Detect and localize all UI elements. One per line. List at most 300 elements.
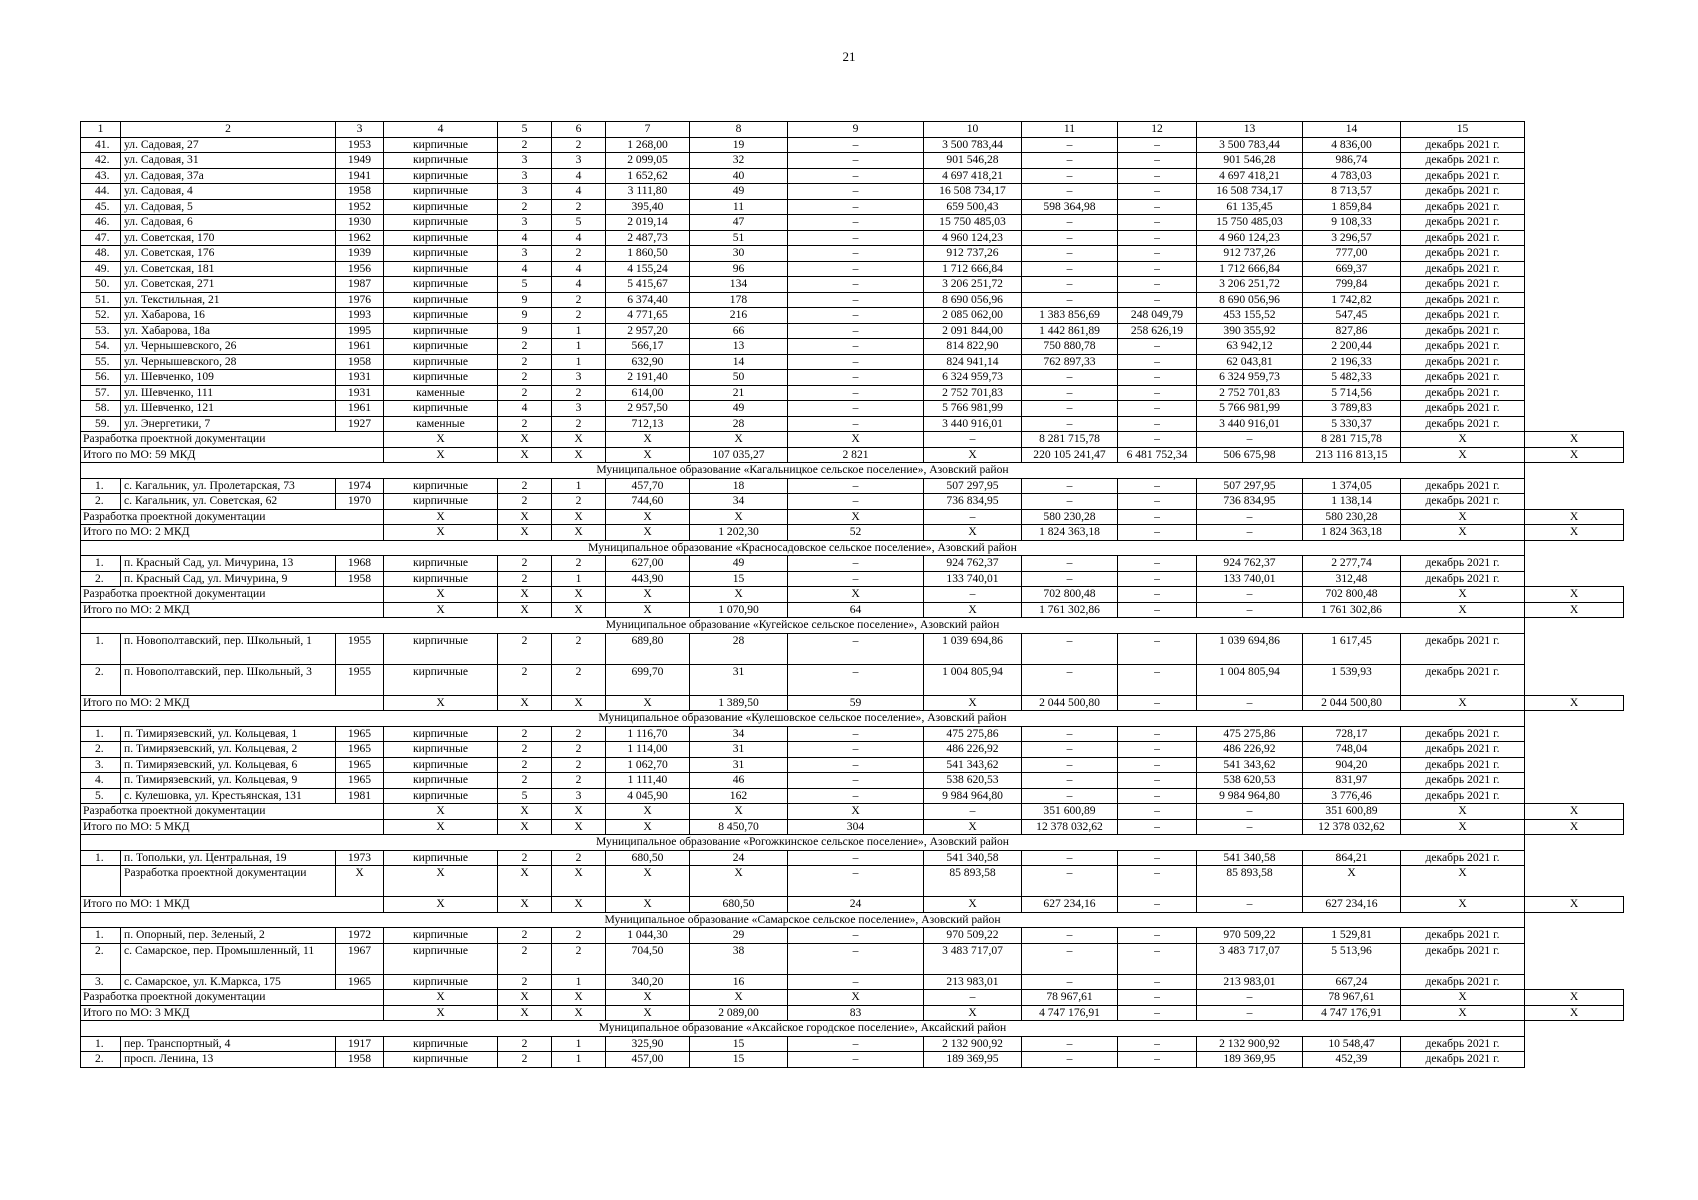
table-cell: – (1118, 153, 1197, 169)
table-cell: 53. (81, 323, 121, 339)
table-cell: 178 (690, 292, 788, 308)
table-cell: 1 004 805,94 (924, 664, 1022, 695)
table-cell: – (1022, 370, 1118, 386)
table-cell: X (498, 819, 552, 835)
table-cell: 9 (498, 308, 552, 324)
table-cell: ул. Чернышевского, 26 (121, 339, 336, 355)
table-cell: Муниципальное образование «Кагальницкое сельское поселение», Азовский район (81, 463, 1525, 479)
table-cell: – (788, 773, 924, 789)
table-row (81, 494, 1624, 510)
table-cell: 541 343,62 (1197, 757, 1303, 773)
table-cell: – (788, 664, 924, 695)
table-cell: 4 836,00 (1303, 137, 1401, 153)
table-cell: – (1022, 742, 1118, 758)
table-cell: 2. (81, 664, 121, 695)
table-cell: 1 652,62 (606, 168, 690, 184)
table-cell: – (788, 153, 924, 169)
table-cell: 538 620,53 (924, 773, 1022, 789)
table-cell: 16 508 734,17 (1197, 184, 1303, 200)
table-cell: 632,90 (606, 354, 690, 370)
table-cell: 538 620,53 (1197, 773, 1303, 789)
table-cell: X (606, 897, 690, 913)
table-cell: декабрь 2021 г. (1401, 261, 1525, 277)
table-cell: 1958 (336, 184, 384, 200)
table-cell: 2 (552, 773, 606, 789)
table-cell: 390 355,92 (1197, 323, 1303, 339)
table-cell: 216 (690, 308, 788, 324)
table-cell: Итого по МО: 2 МКД (81, 525, 384, 541)
table-cell: ул. Шевченко, 109 (121, 370, 336, 386)
table-cell: кирпичные (384, 1036, 498, 1052)
table-cell: – (788, 726, 924, 742)
table-cell: X (1401, 1005, 1525, 1021)
table-cell: 762 897,33 (1022, 354, 1118, 370)
table-cell: Разработка проектной документации (81, 587, 384, 603)
table-cell: 598 364,98 (1022, 199, 1118, 215)
table-cell: 133 740,01 (924, 571, 1022, 587)
section-header-row (81, 835, 1624, 851)
table-cell: 2 (498, 1052, 552, 1068)
table-cell: 3 (498, 184, 552, 200)
table-cell: 1. (81, 726, 121, 742)
table-cell: 1 (552, 354, 606, 370)
table-cell: декабрь 2021 г. (1401, 1052, 1525, 1068)
table-cell: кирпичные (384, 556, 498, 572)
table-cell: ул. Хабарова, 16 (121, 308, 336, 324)
table-cell: 3 (498, 215, 552, 231)
table-cell: X (498, 897, 552, 913)
table-cell: декабрь 2021 г. (1401, 370, 1525, 386)
table-cell: 189 369,95 (1197, 1052, 1303, 1068)
table-cell: 15 (690, 571, 788, 587)
table-cell: 2 (552, 385, 606, 401)
table-cell: декабрь 2021 г. (1401, 664, 1525, 695)
table-cell: п. Новополтавский, пер. Школьный, 1 (121, 633, 336, 664)
table-cell: 777,00 (1303, 246, 1401, 262)
table-cell: 443,90 (606, 571, 690, 587)
table-cell: кирпичные (384, 339, 498, 355)
table-cell: X (384, 432, 498, 448)
table-cell: 1. (81, 556, 121, 572)
table-cell: 5 330,37 (1303, 416, 1401, 432)
table-cell: 457,00 (606, 1052, 690, 1068)
table-cell: 2 752 701,83 (924, 385, 1022, 401)
table-cell: декабрь 2021 г. (1401, 726, 1525, 742)
table-cell: – (1022, 1036, 1118, 1052)
table-cell: 8 713,57 (1303, 184, 1401, 200)
table-cell: кирпичные (384, 726, 498, 742)
table-cell: 1973 (336, 850, 384, 866)
table-cell: 52 (788, 525, 924, 541)
table-cell: декабрь 2021 г. (1401, 153, 1525, 169)
table-cell: 47 (690, 215, 788, 231)
table-cell: 1956 (336, 261, 384, 277)
table-cell: 16 (690, 974, 788, 990)
table-cell: – (1118, 866, 1197, 897)
table-cell: 712,13 (606, 416, 690, 432)
table-cell: – (788, 354, 924, 370)
table-cell: 2 (498, 416, 552, 432)
table-cell: кирпичные (384, 215, 498, 231)
table-row (81, 757, 1624, 773)
table-cell: п. Новополтавский, пер. Школьный, 3 (121, 664, 336, 695)
table-cell: 1955 (336, 633, 384, 664)
table-cell: 8 281 715,78 (1303, 432, 1401, 448)
table-cell: 452,39 (1303, 1052, 1401, 1068)
table-cell: – (1118, 401, 1197, 417)
table-cell: – (788, 370, 924, 386)
table-cell: 38 (690, 943, 788, 974)
table-cell: X (788, 990, 924, 1006)
table-cell: с. Самарское, пер. Промышленный, 11 (121, 943, 336, 974)
table-cell: 1 761 302,86 (1022, 602, 1118, 618)
table-cell: – (1118, 556, 1197, 572)
table-cell: 24 (788, 897, 924, 913)
table-cell: 3 776,46 (1303, 788, 1401, 804)
table-cell: 5 766 981,99 (924, 401, 1022, 417)
section-header-row (81, 912, 1624, 928)
table-cell: 2 (552, 246, 606, 262)
table-cell: 2 099,05 (606, 153, 690, 169)
table-cell: 748,04 (1303, 742, 1401, 758)
table-cell: X (384, 525, 498, 541)
table-cell: X (1401, 509, 1525, 525)
table-cell: 3 (498, 246, 552, 262)
table-cell: 1 824 363,18 (1303, 525, 1401, 541)
table-cell: 1 116,70 (606, 726, 690, 742)
table-cell: – (1022, 974, 1118, 990)
table-cell: 1 114,00 (606, 742, 690, 758)
table-cell: 1 (552, 571, 606, 587)
table-cell: 736 834,95 (1197, 494, 1303, 510)
table-cell: X (788, 509, 924, 525)
table-cell: 12 378 032,62 (1303, 819, 1401, 835)
table-cell: ул. Шевченко, 111 (121, 385, 336, 401)
table-cell: 6 324 959,73 (1197, 370, 1303, 386)
table-cell: – (1022, 416, 1118, 432)
table-cell: 1 (81, 122, 121, 138)
table-cell: – (788, 308, 924, 324)
table-cell: 970 509,22 (924, 928, 1022, 944)
table-cell: с. Кагальник, ул. Советская, 62 (121, 494, 336, 510)
table-cell: 162 (690, 788, 788, 804)
table-cell: 680,50 (606, 850, 690, 866)
table-cell: 1 (552, 339, 606, 355)
table-cell: X (1401, 804, 1525, 820)
table-cell: – (1022, 664, 1118, 695)
table-cell: 2 (552, 742, 606, 758)
housing-register-table (80, 121, 1624, 1068)
table-cell: – (788, 339, 924, 355)
table-cell: X (552, 695, 606, 711)
table-cell: – (1118, 509, 1197, 525)
table-cell: п. Тимирязевский, ул. Кольцевая, 1 (121, 726, 336, 742)
table-cell: декабрь 2021 г. (1401, 742, 1525, 758)
table-cell: 3 500 783,44 (924, 137, 1022, 153)
table-cell: 486 226,92 (924, 742, 1022, 758)
table-cell: кирпичные (384, 199, 498, 215)
table-cell: 8 450,70 (690, 819, 788, 835)
table-cell: 96 (690, 261, 788, 277)
table-cell: декабрь 2021 г. (1401, 494, 1525, 510)
table-cell: 2 (552, 928, 606, 944)
table-cell: 4. (81, 773, 121, 789)
table-cell: X (1401, 695, 1525, 711)
table-cell: X (552, 447, 606, 463)
table-cell: 11 (690, 199, 788, 215)
table-cell: 54. (81, 339, 121, 355)
table-cell: с. Самарское, ул. К.Маркса, 175 (121, 974, 336, 990)
table-cell: 4 (498, 261, 552, 277)
table-row (81, 1036, 1624, 1052)
table-row (81, 974, 1624, 990)
table-row (81, 230, 1624, 246)
table-cell: 2 091 844,00 (924, 323, 1022, 339)
table-cell: декабрь 2021 г. (1401, 773, 1525, 789)
table-cell: 10 548,47 (1303, 1036, 1401, 1052)
table-cell: X (1525, 587, 1624, 603)
table-cell: X (552, 432, 606, 448)
table-cell: декабрь 2021 г. (1401, 277, 1525, 293)
table-cell: 52. (81, 308, 121, 324)
table-cell: X (690, 432, 788, 448)
table-cell: X (552, 897, 606, 913)
table-cell: кирпичные (384, 757, 498, 773)
table-cell: X (690, 866, 788, 897)
table-cell: – (1118, 788, 1197, 804)
table-cell: 5 (498, 122, 552, 138)
table-cell: 9 (498, 323, 552, 339)
table-cell: 2 (498, 664, 552, 695)
table-cell: ул. Чернышевского, 28 (121, 354, 336, 370)
table-cell: 66 (690, 323, 788, 339)
table-body (81, 122, 1624, 1068)
table-cell: 1. (81, 928, 121, 944)
table-cell: X (1525, 990, 1624, 1006)
table-cell: 1955 (336, 664, 384, 695)
table-cell: 912 737,26 (924, 246, 1022, 262)
table-cell: 457,70 (606, 478, 690, 494)
table-cell: 1 (552, 974, 606, 990)
table-cell: 19 (690, 137, 788, 153)
table-cell: – (1197, 525, 1303, 541)
table-cell: – (788, 478, 924, 494)
table-cell: 2 (498, 726, 552, 742)
table-cell: 1 389,50 (690, 695, 788, 711)
table-cell: 1953 (336, 137, 384, 153)
table-cell: 2. (81, 494, 121, 510)
table-cell: 2 752 701,83 (1197, 385, 1303, 401)
table-cell: – (1022, 137, 1118, 153)
table-cell: – (1022, 261, 1118, 277)
table-cell: X (1525, 432, 1624, 448)
table-cell: 2 (498, 385, 552, 401)
table-cell: X (606, 990, 690, 1006)
table-cell: 134 (690, 277, 788, 293)
table-cell: – (788, 866, 924, 897)
table-cell: 2 (498, 974, 552, 990)
table-cell: 5. (81, 788, 121, 804)
table-cell: 78 967,61 (1022, 990, 1118, 1006)
table-cell: 9 108,33 (1303, 215, 1401, 231)
table-cell: кирпичные (384, 354, 498, 370)
table-cell: 699,70 (606, 664, 690, 695)
table-cell: X (1525, 1005, 1624, 1021)
table-cell: – (924, 509, 1022, 525)
table-cell: 31 (690, 757, 788, 773)
table-row (81, 354, 1624, 370)
table-cell: 1. (81, 1036, 121, 1052)
table-cell: 507 297,95 (924, 478, 1022, 494)
table-cell: ул. Садовая, 6 (121, 215, 336, 231)
table-cell: – (788, 757, 924, 773)
table-cell: – (788, 168, 924, 184)
table-cell: 4 045,90 (606, 788, 690, 804)
table-cell: – (1118, 215, 1197, 231)
table-cell: кирпичные (384, 184, 498, 200)
table-cell: 1 044,30 (606, 928, 690, 944)
table-cell: 3 483 717,07 (1197, 943, 1303, 974)
table-cell: ул. Садовая, 37а (121, 168, 336, 184)
table-cell: 1 712 666,84 (924, 261, 1022, 277)
table-cell: 45. (81, 199, 121, 215)
table-cell: X (498, 695, 552, 711)
table-cell: 1 202,30 (690, 525, 788, 541)
table-cell: 9 984 964,80 (1197, 788, 1303, 804)
table-cell: 4 (552, 184, 606, 200)
table-cell: 1 004 805,94 (1197, 664, 1303, 695)
table-cell: декабрь 2021 г. (1401, 339, 1525, 355)
table-cell: 4 (498, 401, 552, 417)
table-cell: – (1118, 897, 1197, 913)
summary-row (81, 1005, 1624, 1021)
table-cell: 1972 (336, 928, 384, 944)
table-row (81, 308, 1624, 324)
table-cell: X (606, 819, 690, 835)
table-cell: X (498, 990, 552, 1006)
table-cell: 1 824 363,18 (1022, 525, 1118, 541)
table-cell: – (1118, 633, 1197, 664)
table-cell: – (1022, 571, 1118, 587)
table-cell: 43. (81, 168, 121, 184)
table-cell: декабрь 2021 г. (1401, 137, 1525, 153)
table-cell: 32 (690, 153, 788, 169)
table-cell: 744,60 (606, 494, 690, 510)
table-cell: 2 (498, 199, 552, 215)
table-cell: 2 (498, 943, 552, 974)
table-cell: декабрь 2021 г. (1401, 385, 1525, 401)
table-cell: – (1197, 695, 1303, 711)
table-cell: 2 (498, 339, 552, 355)
table-cell: 51 (690, 230, 788, 246)
table-cell: X (498, 1005, 552, 1021)
table-row (81, 788, 1624, 804)
table-cell: – (1118, 742, 1197, 758)
table-cell: – (1118, 184, 1197, 200)
table-cell: ул. Текстильная, 21 (121, 292, 336, 308)
table-cell: 5 714,56 (1303, 385, 1401, 401)
table-cell: – (788, 788, 924, 804)
table-cell: X (1401, 432, 1525, 448)
table-row (81, 943, 1624, 974)
table-cell: 680,50 (690, 897, 788, 913)
table-cell: 5 (552, 215, 606, 231)
table-cell: X (924, 447, 1022, 463)
table-cell: – (788, 416, 924, 432)
table-row (81, 866, 1624, 897)
table-row (81, 416, 1624, 432)
table-cell: 3 500 783,44 (1197, 137, 1303, 153)
table-cell: 547,45 (1303, 308, 1401, 324)
table-cell: 1961 (336, 401, 384, 417)
table-cell: 475 275,86 (924, 726, 1022, 742)
table-cell: 1 742,82 (1303, 292, 1401, 308)
table-row (81, 184, 1624, 200)
table-cell: 824 941,14 (924, 354, 1022, 370)
table-cell: 1 374,05 (1303, 478, 1401, 494)
table-cell: X (384, 819, 498, 835)
table-cell: X (924, 602, 1022, 618)
table-cell: 8 690 056,96 (924, 292, 1022, 308)
table-cell: X (552, 866, 606, 897)
summary-row (81, 525, 1624, 541)
table-cell: 63 942,12 (1197, 339, 1303, 355)
table-cell: 3 (552, 788, 606, 804)
table-cell: – (1118, 928, 1197, 944)
table-cell: декабрь 2021 г. (1401, 354, 1525, 370)
table-cell: 2 (498, 354, 552, 370)
table-cell: 351 600,89 (1022, 804, 1118, 820)
table-cell: X (606, 866, 690, 897)
table-cell: кирпичные (384, 153, 498, 169)
table-cell: с. Кулешовка, ул. Крестьянская, 131 (121, 788, 336, 804)
table-cell: 2 (498, 928, 552, 944)
table-cell: X (924, 819, 1022, 835)
table-cell: Разработка проектной документации (81, 432, 384, 448)
table-cell: Разработка проектной документации (81, 509, 384, 525)
table-cell: 57. (81, 385, 121, 401)
table-cell: пер. Транспортный, 4 (121, 1036, 336, 1052)
summary-row (81, 990, 1624, 1006)
table-cell: X (1401, 602, 1525, 618)
table-cell: каменные (384, 416, 498, 432)
table-cell: кирпичные (384, 633, 498, 664)
table-cell: 49 (690, 556, 788, 572)
table-cell: декабрь 2021 г. (1401, 292, 1525, 308)
table-cell: – (788, 215, 924, 231)
table-cell: ул. Садовая, 5 (121, 199, 336, 215)
table-cell: – (1197, 432, 1303, 448)
table-cell: п. Красный Сад, ул. Мичурина, 13 (121, 556, 336, 572)
table-cell: 395,40 (606, 199, 690, 215)
table-cell: 4 697 418,21 (1197, 168, 1303, 184)
table-cell: X (384, 509, 498, 525)
table-cell: – (1118, 819, 1197, 835)
table-cell: 85 893,58 (1197, 866, 1303, 897)
table-cell: 627 234,16 (1303, 897, 1401, 913)
table-cell: п. Топольки, ул. Центральная, 19 (121, 850, 336, 866)
table-cell: 258 626,19 (1118, 323, 1197, 339)
table-cell: п. Опорный, пер. Зеленый, 2 (121, 928, 336, 944)
table-cell: ул. Энергетики, 7 (121, 416, 336, 432)
table-cell: 814 822,90 (924, 339, 1022, 355)
table-cell: 506 675,98 (1197, 447, 1303, 463)
table-cell: 2 191,40 (606, 370, 690, 386)
table-cell: 13 (1197, 122, 1303, 138)
table-cell: 3 (336, 122, 384, 138)
table-cell: 59 (788, 695, 924, 711)
table-cell: 1 (552, 1036, 606, 1052)
